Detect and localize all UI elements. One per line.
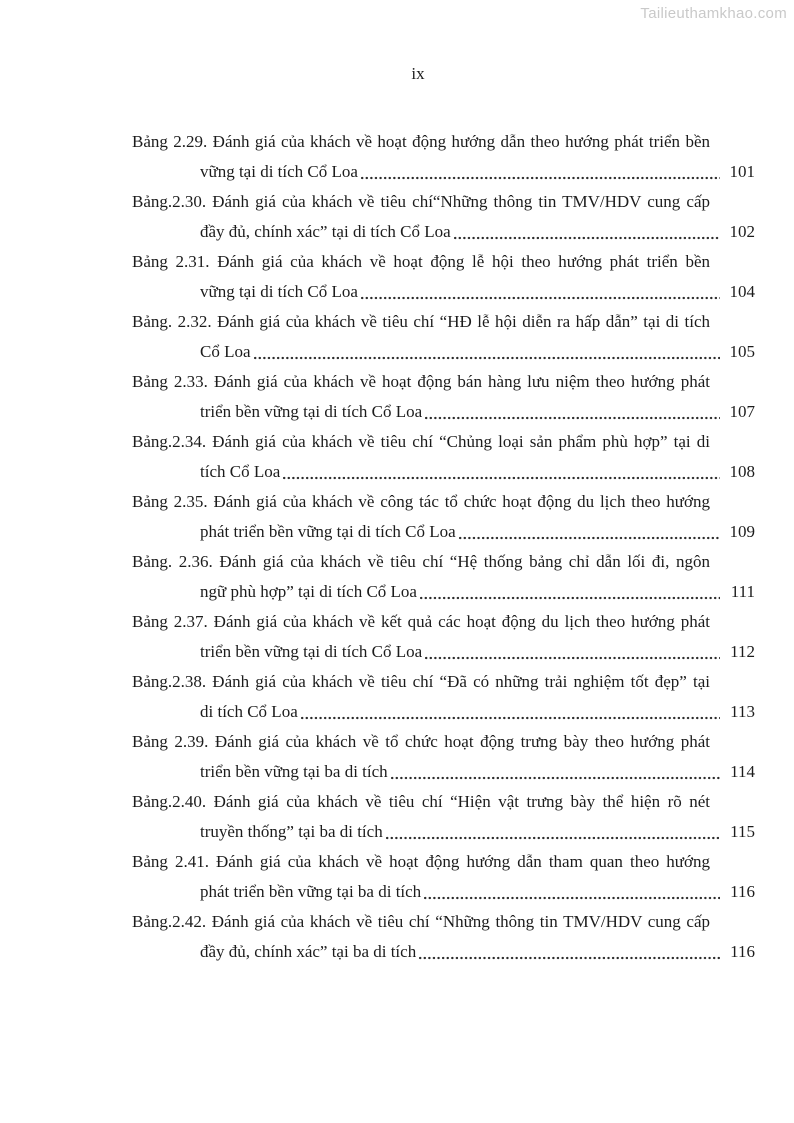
dot-leader [254,356,720,360]
toc-entry [132,307,755,367]
toc-entry [132,907,755,967]
toc-entry-line2 [132,757,755,787]
toc-entry-line2 [132,817,755,847]
toc-entry-continuation: triển bền vững tại ba di tích [200,762,388,781]
toc-entry-line2 [132,517,755,547]
toc-page-ref: 102 [729,222,755,241]
toc-page-ref: 101 [729,162,755,181]
toc-entry-continuation: vững tại di tích Cổ Loa [200,162,358,181]
toc-entry [132,547,755,607]
toc-entry-line2 [132,697,755,727]
toc-page-ref: 111 [730,582,755,601]
dot-leader [425,656,720,660]
toc-entry-continuation: tích Cổ Loa [200,462,281,481]
toc-entry [132,127,755,187]
toc-entry [132,787,755,847]
dot-leader [301,716,720,720]
toc-entry-line2 [132,577,755,607]
dot-leader [283,476,720,480]
toc-entry-line2 [132,217,755,247]
toc-page-ref: 112 [730,642,755,661]
dot-leader [454,236,720,240]
toc-entry-line1: Bảng.2.40. Đánh giá của khách về tiêu chí “Hiện vật trưng bày thể hiện rõ nét [132,792,710,811]
toc-entry-line1: Bảng 2.39. Đánh giá của khách về tổ chức hoạt động trưng bày theo hướng phát [132,732,710,751]
dot-leader [424,896,720,900]
toc-entry-line1: Bảng 2.37. Đánh giá của khách về kết quả các hoạt động du lịch theo hướng phát [132,612,710,631]
toc-entry-continuation: vững tại di tích Cổ Loa [200,282,358,301]
page-number-folio: ix [411,64,425,83]
toc-entry-line2 [132,457,755,487]
toc-page-ref: 109 [729,522,755,541]
toc-entry [132,367,755,427]
toc-entry-line1: Bảng.2.42. Đánh giá của khách về tiêu chí “Những thông tin TMV/HDV cung cấp [132,912,710,931]
toc-entry-line1: Bảng 2.41. Đánh giá của khách về hoạt động hướng dẫn tham quan theo hướng [132,852,710,871]
toc-entry [132,667,755,727]
toc-entry-line1: Bảng.2.30. Đánh giá của khách về tiêu chí“Những thông tin TMV/HDV cung cấp [132,192,710,211]
toc-entry-continuation: phát triển bền vững tại di tích Cổ Loa [200,522,456,541]
toc-page-ref: 113 [730,702,755,721]
toc-entry-continuation: triển bền vững tại di tích Cổ Loa [200,402,423,421]
toc-entry-line2 [132,937,755,967]
list-of-tables [132,127,755,967]
toc-page-ref: 115 [730,822,755,841]
toc-page-ref: 104 [729,282,755,301]
toc-entry-line2 [132,157,755,187]
toc-entry-line1: Bảng.2.38. Đánh giá của khách về tiêu chí “Đã có những trải nghiệm tốt đẹp” tại [132,672,710,691]
toc-entry [132,487,755,547]
toc-entry [132,427,755,487]
toc-entry-continuation: di tích Cổ Loa [200,702,298,721]
dot-leader [459,536,720,540]
toc-entry-continuation: ngữ phù hợp” tại di tích Cổ Loa [200,582,417,601]
dot-leader [386,836,720,840]
toc-entry-line2 [132,277,755,307]
toc-entry-line1: Bảng 2.29. Đánh giá của khách về hoạt động hướng dẫn theo hướng phát triển bền [132,132,710,151]
toc-page-ref: 107 [729,402,755,421]
toc-entry-line1: Bảng. 2.32. Đánh giá của khách về tiêu chí “HĐ lễ hội diễn ra hấp dẫn” tại di tích [132,312,710,331]
toc-entry-line1: Bảng 2.33. Đánh giá của khách về hoạt động bán hàng lưu niệm theo hướng phát [132,372,710,391]
toc-entry-line2 [132,877,755,907]
toc-entry-continuation: đầy đủ, chính xác” tại ba di tích [200,942,417,961]
toc-page-ref: 116 [730,882,755,901]
toc-page-ref: 105 [729,342,755,361]
toc-entry [132,847,755,907]
toc-entry [132,607,755,667]
toc-entry [132,247,755,307]
dot-leader [361,296,720,300]
dot-leader [425,416,720,420]
dot-leader [391,776,720,780]
watermark: Tailieuthamkhao.com [640,5,787,22]
toc-entry [132,727,755,787]
toc-page-ref: 116 [730,942,755,961]
toc-entry-line2 [132,337,755,367]
toc-entry-continuation: phát triển bền vững tại ba di tích [200,882,422,901]
toc-entry-continuation: Cổ Loa [200,342,251,361]
dot-leader [420,596,720,600]
toc-page-ref: 114 [730,762,755,781]
toc-entry-continuation: truyền thống” tại ba di tích [200,822,383,841]
toc-entry-continuation: triển bền vững tại di tích Cổ Loa [200,642,423,661]
toc-entry-continuation: đầy đủ, chính xác” tại di tích Cổ Loa [200,222,451,241]
toc-entry-line1: Bảng 2.35. Đánh giá của khách về công tác tổ chức hoạt động du lịch theo hướng [132,492,710,511]
toc-page-ref: 108 [729,462,755,481]
dot-leader [361,176,720,180]
toc-entry-line2 [132,397,755,427]
toc-entry-line2 [132,637,755,667]
toc-entry [132,187,755,247]
dot-leader [419,956,720,960]
toc-entry-line1: Bảng 2.31. Đánh giá của khách về hoạt động lễ hội theo hướng phát triển bền [132,252,710,271]
toc-entry-line1: Bảng.2.34. Đánh giá của khách về tiêu chí “Chủng loại sản phẩm phù hợp” tại di [132,432,710,451]
toc-entry-line1: Bảng. 2.36. Đánh giá của khách về tiêu chí “Hệ thống bảng chỉ dẫn lối đi, ngôn [132,552,710,571]
